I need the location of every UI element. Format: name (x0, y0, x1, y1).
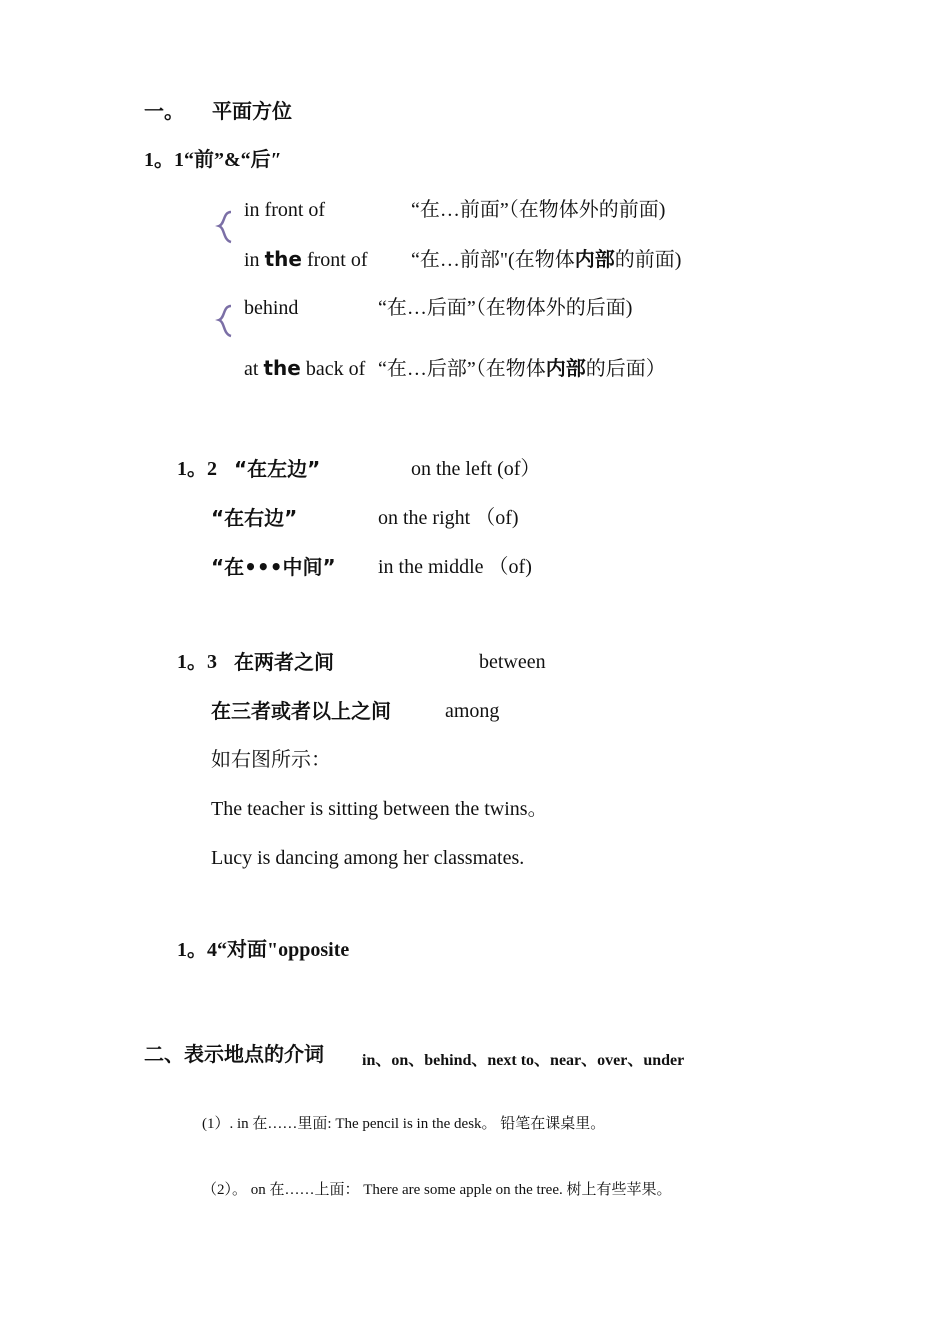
subsection-1-4-heading: 1。4“对面"opposite (177, 939, 350, 961)
example-item-2: （2）。 on 在……上面： There are some apple on the tree. 树上有些苹果。 (202, 1182, 672, 1198)
section-1-number: 一。 (144, 99, 184, 123)
front-inside-cn-pre: “在…前部"(在物体 (411, 249, 575, 271)
section-2-title: 二、表示地点的介词 (144, 1042, 324, 1066)
between-en: between (479, 651, 546, 673)
back-inside-cn-bold: 内部 (545, 356, 586, 380)
back-inside-cn-post: 的后面） (585, 358, 666, 380)
between-cn: 在两者之间 (234, 650, 334, 674)
front-inside-en-bold: the (264, 247, 302, 271)
brace-icon (215, 304, 237, 338)
brace-icon (215, 210, 237, 244)
front-inside-en-post: front of (301, 249, 368, 271)
example-item-1: (1）. in 在……里面: The pencil is in the desk。 铅笔在课桌里。 (202, 1116, 606, 1132)
back-inside-en-post: back of (300, 358, 366, 380)
left-en: on the left (of） (411, 458, 541, 480)
right-en: on the right （of) (378, 507, 519, 529)
example-between: The teacher is sitting between the twins。 (211, 798, 548, 820)
back-inside-cn (378, 356, 666, 381)
subsection-1-1-heading: 1。1“前”&“后″ (144, 149, 282, 171)
left-cn: “在左边” (234, 457, 321, 481)
example-among: Lucy is dancing among her classmates. (211, 847, 525, 869)
front-outside-cn: “在…前面”（在物体外的前面) (411, 199, 666, 221)
middle-cn: “在•••中间” (211, 555, 336, 579)
behind-en: behind (244, 297, 299, 319)
figure-note: 如右图所示： (211, 749, 331, 771)
behind-cn: “在…后面”（在物体外的后面) (378, 297, 633, 319)
middle-en: in the middle （of) (378, 556, 532, 578)
back-inside-en-bold: the (263, 356, 301, 380)
right-cn: “在右边” (211, 506, 298, 530)
subsection-1-2-number: 1。2 (177, 458, 217, 480)
front-inside-cn (411, 247, 681, 272)
back-inside-en-pre: at (244, 358, 264, 380)
back-inside-en (244, 356, 365, 381)
front-outside-en: in front of (244, 199, 326, 221)
front-inside-en (244, 247, 367, 272)
preposition-list: in、on、behind、next to、near、over、under (362, 1052, 685, 1069)
front-inside-cn-bold: 内部 (574, 247, 615, 271)
section-1-title: 平面方位 (212, 99, 292, 123)
front-inside-en-pre: in (244, 249, 265, 271)
subsection-1-3-number: 1。3 (177, 651, 217, 673)
front-inside-cn-post: 的前面) (614, 249, 682, 271)
back-inside-cn-pre: “在…后部”（在物体 (378, 358, 546, 380)
among-en: among (445, 700, 500, 722)
among-cn: 在三者或者以上之间 (211, 699, 391, 723)
